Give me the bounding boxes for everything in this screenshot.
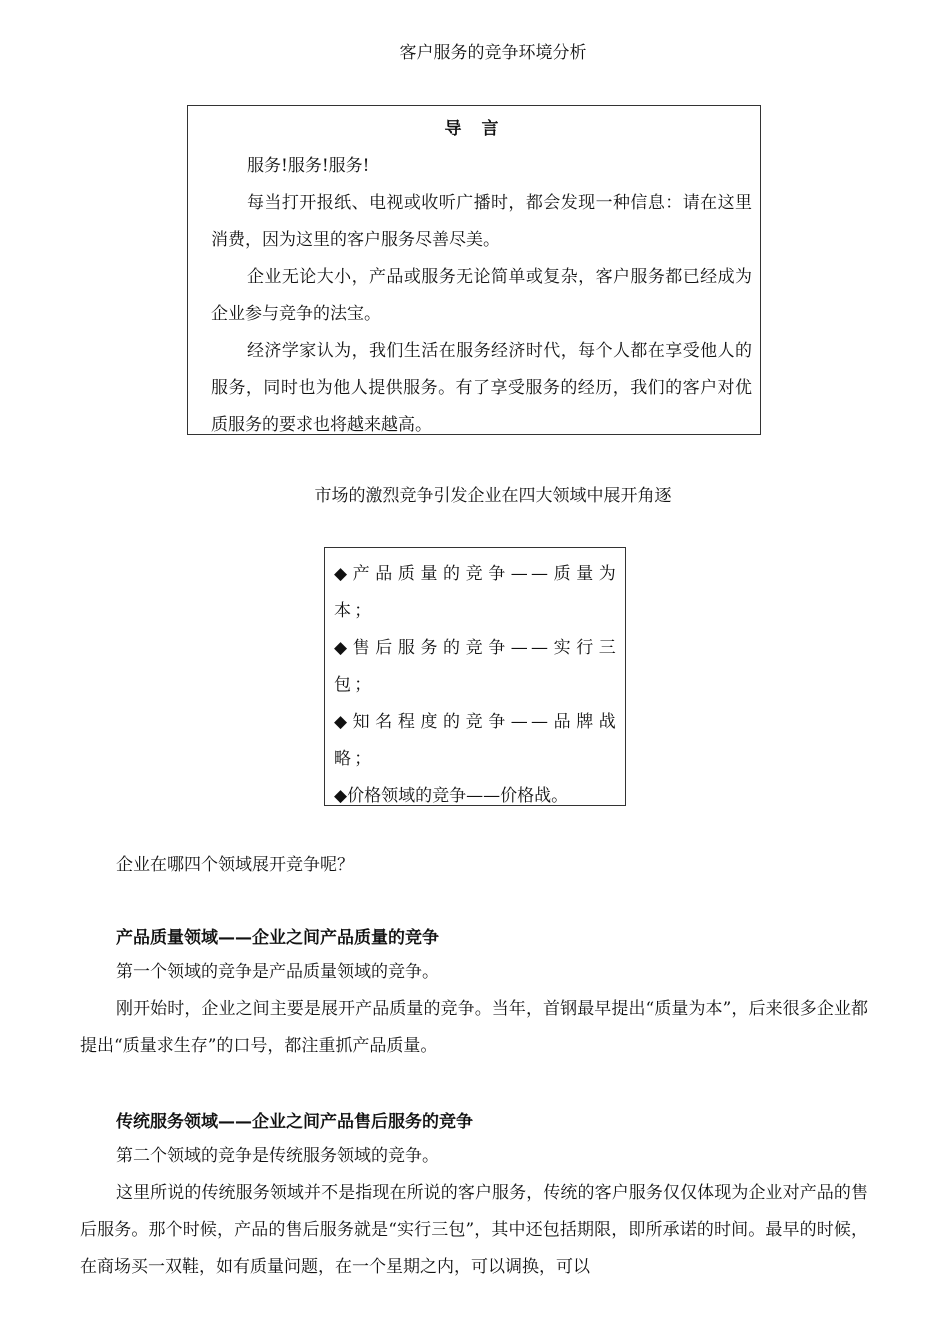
document-title: 客户服务的竞争环境分析	[399, 43, 587, 63]
section-paragraph: 第二个领域的竞争是传统服务领域的竞争。	[116, 1146, 439, 1166]
section-paragraph: 第一个领域的竞争是产品质量领域的竞争。	[116, 962, 439, 982]
domain-list-item: ◆产品质量的竞争——质量为本；	[334, 564, 619, 621]
section-traditional-service	[80, 1110, 868, 1286]
intro-paragraph: 企业无论大小，产品或服务无论简单或复杂，客户服务都已经成为企业参与竞争的法宝。	[211, 267, 752, 324]
section-product-quality	[80, 926, 868, 1065]
question-text: 企业在哪四个领域展开竞争呢？	[116, 855, 354, 875]
intro-paragraph: 每当打开报纸、电视或收听广播时，都会发现一种信息：请在这里消费，因为这里的客户服务尽善尽美。	[211, 193, 752, 250]
intro-paragraph: 经济学家认为，我们生活在服务经济时代，每个人都在享受他人的服务，同时也为他人提供服务。有了享受服务的经历，我们的客户对优质服务的要求也将越来越高。	[211, 341, 752, 435]
domain-list-item: ◆价格领域的竞争——价格战。	[334, 786, 569, 806]
section-heading: 产品质量领域——企业之间产品质量的竞争	[116, 928, 439, 948]
intro-box	[187, 105, 761, 435]
domain-list-item: ◆售后服务的竞争——实行三包；	[334, 638, 619, 695]
section-heading: 传统服务领域——企业之间产品售后服务的竞争	[116, 1112, 473, 1132]
section-paragraph: 刚开始时，企业之间主要是展开产品质量的竞争。当年，首钢最早提出“质量为本”，后来很多企业都提出“质量求生存”的口号，都注重抓产品质量。	[80, 999, 868, 1056]
section-paragraph: 这里所说的传统服务领域并不是指现在所说的客户服务，传统的客户服务仅仅体现为企业对产品的售后服务。那个时候，产品的售后服务就是“实行三包”，其中还包括期限，即所承诺的时间。最早的时候，在商场买一双鞋，如有质量问题，在一个星期之内，可以调换，可以	[80, 1183, 868, 1277]
domain-list-item: ◆知名程度的竞争——品牌战略；	[334, 712, 619, 769]
section-subtitle: 市场的激烈竞争引发企业在四大领域中展开角逐	[314, 486, 672, 506]
intro-paragraph: 服务!服务!服务!	[247, 156, 370, 176]
competition-domains-box	[324, 547, 626, 806]
intro-heading: 导言	[444, 119, 519, 139]
